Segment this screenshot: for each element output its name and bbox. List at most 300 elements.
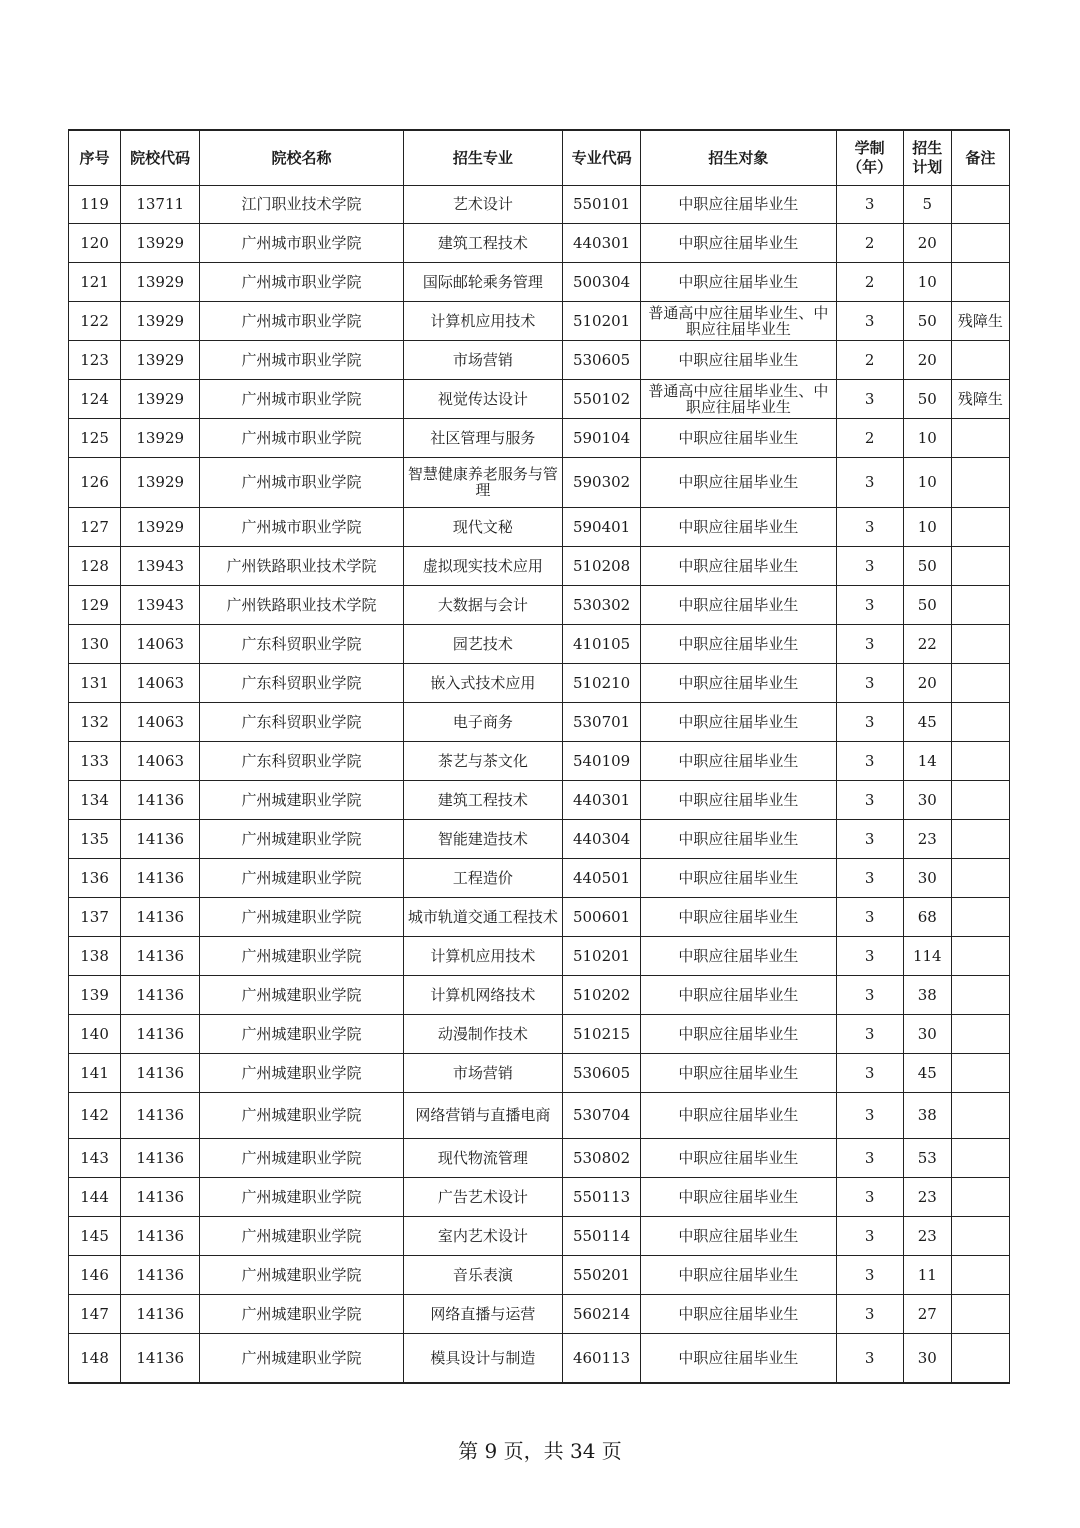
- cell-duration: 2: [836, 223, 903, 262]
- cell-major: 市场营销: [403, 1053, 562, 1092]
- cell-school-code: 14063: [121, 624, 200, 663]
- cell-school-name: 广州铁路职业技术学院: [200, 546, 403, 585]
- cell-school-code: 14063: [121, 702, 200, 741]
- cell-plan: 11: [903, 1255, 951, 1294]
- table-row: [69, 858, 1010, 897]
- table-row: [69, 936, 1010, 975]
- cell-school-code: 14136: [121, 819, 200, 858]
- cell-major-code: 540109: [563, 741, 641, 780]
- cell-target: 中职应往届毕业生: [641, 975, 836, 1014]
- cell-major-code: 530605: [563, 340, 641, 379]
- cell-school-code: 14063: [121, 663, 200, 702]
- cell-major-code: 530605: [563, 1053, 641, 1092]
- cell-remark: [951, 1138, 1009, 1177]
- cell-remark: [951, 507, 1009, 546]
- cell-seq: 147: [69, 1294, 121, 1333]
- cell-major: 建筑工程技术: [403, 780, 562, 819]
- cell-seq: 142: [69, 1092, 121, 1138]
- cell-major: 艺术设计: [403, 185, 562, 223]
- cell-school-name: 广州城建职业学院: [200, 897, 403, 936]
- cell-major-code: 510208: [563, 546, 641, 585]
- cell-major: 计算机网络技术: [403, 975, 562, 1014]
- cell-duration: 3: [836, 702, 903, 741]
- cell-target: 中职应往届毕业生: [641, 223, 836, 262]
- cell-seq: 121: [69, 262, 121, 301]
- cell-major: 计算机应用技术: [403, 301, 562, 340]
- cell-seq: 148: [69, 1333, 121, 1383]
- cell-school-name: 广州城建职业学院: [200, 1092, 403, 1138]
- table-row: [69, 262, 1010, 301]
- cell-seq: 131: [69, 663, 121, 702]
- cell-major-code: 440304: [563, 819, 641, 858]
- cell-school-code: 14136: [121, 1053, 200, 1092]
- cell-plan: 50: [903, 301, 951, 340]
- cell-school-name: 广州城建职业学院: [200, 1216, 403, 1255]
- cell-duration: 3: [836, 457, 903, 507]
- header-major-code: 专业代码: [563, 130, 641, 185]
- cell-duration: 3: [836, 379, 903, 418]
- cell-plan: 45: [903, 1053, 951, 1092]
- cell-remark: [951, 780, 1009, 819]
- cell-school-code: 13929: [121, 301, 200, 340]
- cell-plan: 10: [903, 418, 951, 457]
- cell-major: 广告艺术设计: [403, 1177, 562, 1216]
- cell-remark: [951, 185, 1009, 223]
- cell-seq: 133: [69, 741, 121, 780]
- cell-major: 网络直播与运营: [403, 1294, 562, 1333]
- cell-school-code: 14136: [121, 1177, 200, 1216]
- cell-school-code: 14136: [121, 1294, 200, 1333]
- cell-plan: 38: [903, 975, 951, 1014]
- header-target: 招生对象: [641, 130, 836, 185]
- table-row: [69, 1177, 1010, 1216]
- cell-major-code: 590302: [563, 457, 641, 507]
- cell-remark: 残障生: [951, 379, 1009, 418]
- table-row: [69, 418, 1010, 457]
- cell-school-name: 广州城市职业学院: [200, 262, 403, 301]
- header-duration: 学制（年）: [836, 130, 903, 185]
- cell-school-name: 广州城建职业学院: [200, 1255, 403, 1294]
- cell-school-code: 14136: [121, 1092, 200, 1138]
- cell-major: 音乐表演: [403, 1255, 562, 1294]
- cell-school-name: 广州城建职业学院: [200, 780, 403, 819]
- cell-duration: 3: [836, 301, 903, 340]
- cell-major-code: 590401: [563, 507, 641, 546]
- cell-school-code: 14136: [121, 936, 200, 975]
- cell-school-name: 广州城建职业学院: [200, 819, 403, 858]
- cell-major-code: 510201: [563, 936, 641, 975]
- cell-duration: 3: [836, 585, 903, 624]
- cell-duration: 3: [836, 936, 903, 975]
- cell-major: 动漫制作技术: [403, 1014, 562, 1053]
- cell-target: 中职应往届毕业生: [641, 858, 836, 897]
- cell-major-code: 440301: [563, 780, 641, 819]
- table-row: [69, 624, 1010, 663]
- table-row: [69, 379, 1010, 418]
- cell-major: 计算机应用技术: [403, 936, 562, 975]
- cell-school-name: 广东科贸职业学院: [200, 663, 403, 702]
- cell-school-name: 广州城建职业学院: [200, 1014, 403, 1053]
- cell-plan: 20: [903, 223, 951, 262]
- cell-target: 中职应往届毕业生: [641, 585, 836, 624]
- cell-major-code: 560214: [563, 1294, 641, 1333]
- cell-target: 中职应往届毕业生: [641, 741, 836, 780]
- cell-seq: 146: [69, 1255, 121, 1294]
- cell-duration: 3: [836, 546, 903, 585]
- cell-school-code: 14136: [121, 1216, 200, 1255]
- cell-target: 中职应往届毕业生: [641, 457, 836, 507]
- cell-remark: [951, 819, 1009, 858]
- cell-duration: 3: [836, 1294, 903, 1333]
- cell-target: 中职应往届毕业生: [641, 936, 836, 975]
- table-row: [69, 702, 1010, 741]
- header-seq: 序号: [69, 130, 121, 185]
- cell-seq: 124: [69, 379, 121, 418]
- table-row: [69, 1053, 1010, 1092]
- cell-school-code: 14136: [121, 858, 200, 897]
- cell-plan: 20: [903, 340, 951, 379]
- cell-target: 中职应往届毕业生: [641, 1138, 836, 1177]
- cell-target: 中职应往届毕业生: [641, 1255, 836, 1294]
- cell-duration: 3: [836, 975, 903, 1014]
- cell-school-code: 14136: [121, 1255, 200, 1294]
- table-row: [69, 819, 1010, 858]
- cell-remark: [951, 663, 1009, 702]
- cell-duration: 3: [836, 185, 903, 223]
- cell-duration: 3: [836, 1014, 903, 1053]
- cell-school-code: 14136: [121, 1333, 200, 1383]
- cell-target: 中职应往届毕业生: [641, 1294, 836, 1333]
- cell-plan: 27: [903, 1294, 951, 1333]
- table-row: [69, 1014, 1010, 1053]
- cell-seq: 119: [69, 185, 121, 223]
- table-row: [69, 1333, 1010, 1383]
- cell-remark: [951, 1053, 1009, 1092]
- header-school-name: 院校名称: [200, 130, 403, 185]
- cell-school-name: 广州城建职业学院: [200, 975, 403, 1014]
- cell-target: 中职应往届毕业生: [641, 1177, 836, 1216]
- cell-major: 现代文秘: [403, 507, 562, 546]
- cell-seq: 143: [69, 1138, 121, 1177]
- cell-major: 工程造价: [403, 858, 562, 897]
- cell-duration: 3: [836, 663, 903, 702]
- cell-seq: 127: [69, 507, 121, 546]
- cell-duration: 3: [836, 1053, 903, 1092]
- page-footer: 第 9 页，共 34 页: [458, 1439, 622, 1463]
- cell-remark: [951, 223, 1009, 262]
- table-row: [69, 663, 1010, 702]
- cell-seq: 137: [69, 897, 121, 936]
- cell-plan: 23: [903, 1216, 951, 1255]
- cell-seq: 135: [69, 819, 121, 858]
- table-row: [69, 185, 1010, 223]
- table-row: [69, 546, 1010, 585]
- cell-major: 嵌入式技术应用: [403, 663, 562, 702]
- cell-target: 中职应往届毕业生: [641, 1092, 836, 1138]
- cell-duration: 2: [836, 340, 903, 379]
- cell-school-code: 14136: [121, 780, 200, 819]
- cell-remark: [951, 1255, 1009, 1294]
- cell-duration: 3: [836, 897, 903, 936]
- cell-seq: 134: [69, 780, 121, 819]
- cell-remark: 残障生: [951, 301, 1009, 340]
- cell-seq: 132: [69, 702, 121, 741]
- cell-school-code: 14136: [121, 897, 200, 936]
- cell-major-code: 530802: [563, 1138, 641, 1177]
- cell-seq: 125: [69, 418, 121, 457]
- cell-plan: 10: [903, 457, 951, 507]
- cell-school-code: 14136: [121, 1138, 200, 1177]
- cell-target: 中职应往届毕业生: [641, 780, 836, 819]
- header-major: 招生专业: [403, 130, 562, 185]
- cell-remark: [951, 702, 1009, 741]
- cell-major: 大数据与会计: [403, 585, 562, 624]
- cell-plan: 45: [903, 702, 951, 741]
- cell-school-code: 13929: [121, 223, 200, 262]
- cell-target: 中职应往届毕业生: [641, 897, 836, 936]
- cell-target: 中职应往届毕业生: [641, 418, 836, 457]
- cell-major-code: 510215: [563, 1014, 641, 1053]
- cell-remark: [951, 1092, 1009, 1138]
- cell-plan: 10: [903, 262, 951, 301]
- cell-plan: 23: [903, 1177, 951, 1216]
- cell-plan: 114: [903, 936, 951, 975]
- cell-major-code: 460113: [563, 1333, 641, 1383]
- cell-plan: 50: [903, 546, 951, 585]
- cell-plan: 53: [903, 1138, 951, 1177]
- cell-school-name: 广州城市职业学院: [200, 301, 403, 340]
- cell-duration: 3: [836, 1255, 903, 1294]
- cell-major-code: 440501: [563, 858, 641, 897]
- cell-seq: 141: [69, 1053, 121, 1092]
- cell-major-code: 510210: [563, 663, 641, 702]
- cell-plan: 30: [903, 1014, 951, 1053]
- cell-school-code: 13943: [121, 585, 200, 624]
- cell-major-code: 550114: [563, 1216, 641, 1255]
- cell-seq: 126: [69, 457, 121, 507]
- cell-duration: 3: [836, 1177, 903, 1216]
- cell-duration: 3: [836, 1092, 903, 1138]
- cell-remark: [951, 1294, 1009, 1333]
- cell-duration: 3: [836, 780, 903, 819]
- cell-major: 建筑工程技术: [403, 223, 562, 262]
- cell-major: 园艺技术: [403, 624, 562, 663]
- cell-seq: 130: [69, 624, 121, 663]
- cell-major: 模具设计与制造: [403, 1333, 562, 1383]
- cell-target: 中职应往届毕业生: [641, 819, 836, 858]
- cell-target: 普通高中应往届毕业生、中职应往届毕业生: [641, 379, 836, 418]
- table-row: [69, 223, 1010, 262]
- cell-remark: [951, 1333, 1009, 1383]
- cell-duration: 3: [836, 624, 903, 663]
- cell-major-code: 530701: [563, 702, 641, 741]
- cell-target: 普通高中应往届毕业生、中职应往届毕业生: [641, 301, 836, 340]
- cell-school-name: 江门职业技术学院: [200, 185, 403, 223]
- cell-duration: 3: [836, 1333, 903, 1383]
- cell-major: 国际邮轮乘务管理: [403, 262, 562, 301]
- cell-plan: 10: [903, 507, 951, 546]
- cell-major-code: 530704: [563, 1092, 641, 1138]
- cell-seq: 136: [69, 858, 121, 897]
- cell-target: 中职应往届毕业生: [641, 1216, 836, 1255]
- table-header-row: [69, 130, 1010, 185]
- cell-plan: 30: [903, 1333, 951, 1383]
- cell-plan: 30: [903, 780, 951, 819]
- cell-school-name: 广州铁路职业技术学院: [200, 585, 403, 624]
- cell-school-name: 广州城市职业学院: [200, 418, 403, 457]
- cell-target: 中职应往届毕业生: [641, 702, 836, 741]
- cell-remark: [951, 741, 1009, 780]
- cell-school-name: 广州城建职业学院: [200, 1333, 403, 1383]
- cell-remark: [951, 897, 1009, 936]
- table-row: [69, 1092, 1010, 1138]
- cell-plan: 20: [903, 663, 951, 702]
- cell-plan: 30: [903, 858, 951, 897]
- cell-target: 中职应往届毕业生: [641, 507, 836, 546]
- cell-major-code: 500304: [563, 262, 641, 301]
- cell-school-name: 广州城建职业学院: [200, 858, 403, 897]
- table-row: [69, 301, 1010, 340]
- cell-duration: 3: [836, 507, 903, 546]
- cell-school-code: 13929: [121, 340, 200, 379]
- cell-school-code: 13929: [121, 507, 200, 546]
- cell-remark: [951, 457, 1009, 507]
- cell-school-name: 广州城市职业学院: [200, 507, 403, 546]
- cell-target: 中职应往届毕业生: [641, 663, 836, 702]
- cell-school-name: 广东科贸职业学院: [200, 741, 403, 780]
- cell-school-code: 13711: [121, 185, 200, 223]
- cell-seq: 122: [69, 301, 121, 340]
- cell-school-name: 广州城建职业学院: [200, 936, 403, 975]
- cell-major-code: 550101: [563, 185, 641, 223]
- cell-school-code: 13929: [121, 262, 200, 301]
- cell-school-code: 14063: [121, 741, 200, 780]
- cell-target: 中职应往届毕业生: [641, 185, 836, 223]
- cell-major: 网络营销与直播电商: [403, 1092, 562, 1138]
- cell-remark: [951, 262, 1009, 301]
- table-row: [69, 1255, 1010, 1294]
- cell-target: 中职应往届毕业生: [641, 1014, 836, 1053]
- cell-school-name: 广州城建职业学院: [200, 1053, 403, 1092]
- cell-major: 市场营销: [403, 340, 562, 379]
- cell-plan: 38: [903, 1092, 951, 1138]
- cell-duration: 3: [836, 1138, 903, 1177]
- table-row: [69, 1294, 1010, 1333]
- table-row: [69, 780, 1010, 819]
- cell-school-name: 广州城建职业学院: [200, 1138, 403, 1177]
- cell-plan: 14: [903, 741, 951, 780]
- cell-major: 社区管理与服务: [403, 418, 562, 457]
- cell-school-code: 14136: [121, 975, 200, 1014]
- table-row: [69, 507, 1010, 546]
- cell-remark: [951, 1216, 1009, 1255]
- cell-plan: 68: [903, 897, 951, 936]
- cell-seq: 123: [69, 340, 121, 379]
- cell-major-code: 550201: [563, 1255, 641, 1294]
- cell-target: 中职应往届毕业生: [641, 340, 836, 379]
- enrollment-table: [68, 129, 1010, 1384]
- cell-remark: [951, 858, 1009, 897]
- cell-school-code: 13943: [121, 546, 200, 585]
- table-row: [69, 340, 1010, 379]
- cell-seq: 128: [69, 546, 121, 585]
- cell-school-code: 13929: [121, 457, 200, 507]
- cell-remark: [951, 546, 1009, 585]
- header-remark: 备注: [951, 130, 1009, 185]
- cell-major-code: 550113: [563, 1177, 641, 1216]
- cell-school-name: 广州城市职业学院: [200, 223, 403, 262]
- cell-major: 虚拟现实技术应用: [403, 546, 562, 585]
- cell-target: 中职应往届毕业生: [641, 1333, 836, 1383]
- cell-school-code: 13929: [121, 379, 200, 418]
- cell-major: 智慧健康养老服务与管理: [403, 457, 562, 507]
- cell-school-name: 广东科贸职业学院: [200, 624, 403, 663]
- cell-plan: 50: [903, 585, 951, 624]
- cell-major-code: 510201: [563, 301, 641, 340]
- header-school-code: 院校代码: [121, 130, 200, 185]
- cell-duration: 3: [836, 1216, 903, 1255]
- cell-target: 中职应往届毕业生: [641, 624, 836, 663]
- table-row: [69, 457, 1010, 507]
- cell-major: 室内艺术设计: [403, 1216, 562, 1255]
- cell-major: 现代物流管理: [403, 1138, 562, 1177]
- cell-school-name: 广州城建职业学院: [200, 1177, 403, 1216]
- cell-duration: 3: [836, 858, 903, 897]
- cell-major: 茶艺与茶文化: [403, 741, 562, 780]
- cell-school-name: 广东科贸职业学院: [200, 702, 403, 741]
- cell-seq: 139: [69, 975, 121, 1014]
- table-row: [69, 585, 1010, 624]
- cell-duration: 2: [836, 262, 903, 301]
- cell-school-name: 广州城市职业学院: [200, 379, 403, 418]
- cell-remark: [951, 340, 1009, 379]
- cell-plan: 5: [903, 185, 951, 223]
- cell-seq: 120: [69, 223, 121, 262]
- table-row: [69, 897, 1010, 936]
- cell-major-code: 590104: [563, 418, 641, 457]
- cell-major-code: 500601: [563, 897, 641, 936]
- table-row: [69, 1216, 1010, 1255]
- cell-target: 中职应往届毕业生: [641, 546, 836, 585]
- cell-plan: 50: [903, 379, 951, 418]
- cell-major: 电子商务: [403, 702, 562, 741]
- cell-major-code: 410105: [563, 624, 641, 663]
- cell-major: 城市轨道交通工程技术: [403, 897, 562, 936]
- cell-major-code: 440301: [563, 223, 641, 262]
- cell-target: 中职应往届毕业生: [641, 262, 836, 301]
- cell-school-name: 广州城建职业学院: [200, 1294, 403, 1333]
- cell-remark: [951, 624, 1009, 663]
- cell-school-name: 广州城市职业学院: [200, 457, 403, 507]
- cell-duration: 3: [836, 741, 903, 780]
- cell-major: 视觉传达设计: [403, 379, 562, 418]
- cell-target: 中职应往届毕业生: [641, 1053, 836, 1092]
- cell-major-code: 550102: [563, 379, 641, 418]
- cell-major-code: 530302: [563, 585, 641, 624]
- cell-duration: 2: [836, 418, 903, 457]
- cell-seq: 129: [69, 585, 121, 624]
- cell-remark: [951, 418, 1009, 457]
- cell-remark: [951, 936, 1009, 975]
- cell-school-code: 14136: [121, 1014, 200, 1053]
- cell-school-code: 13929: [121, 418, 200, 457]
- cell-duration: 3: [836, 819, 903, 858]
- table-row: [69, 741, 1010, 780]
- table-row: [69, 975, 1010, 1014]
- cell-school-name: 广州城市职业学院: [200, 340, 403, 379]
- cell-remark: [951, 975, 1009, 1014]
- table-row: [69, 1138, 1010, 1177]
